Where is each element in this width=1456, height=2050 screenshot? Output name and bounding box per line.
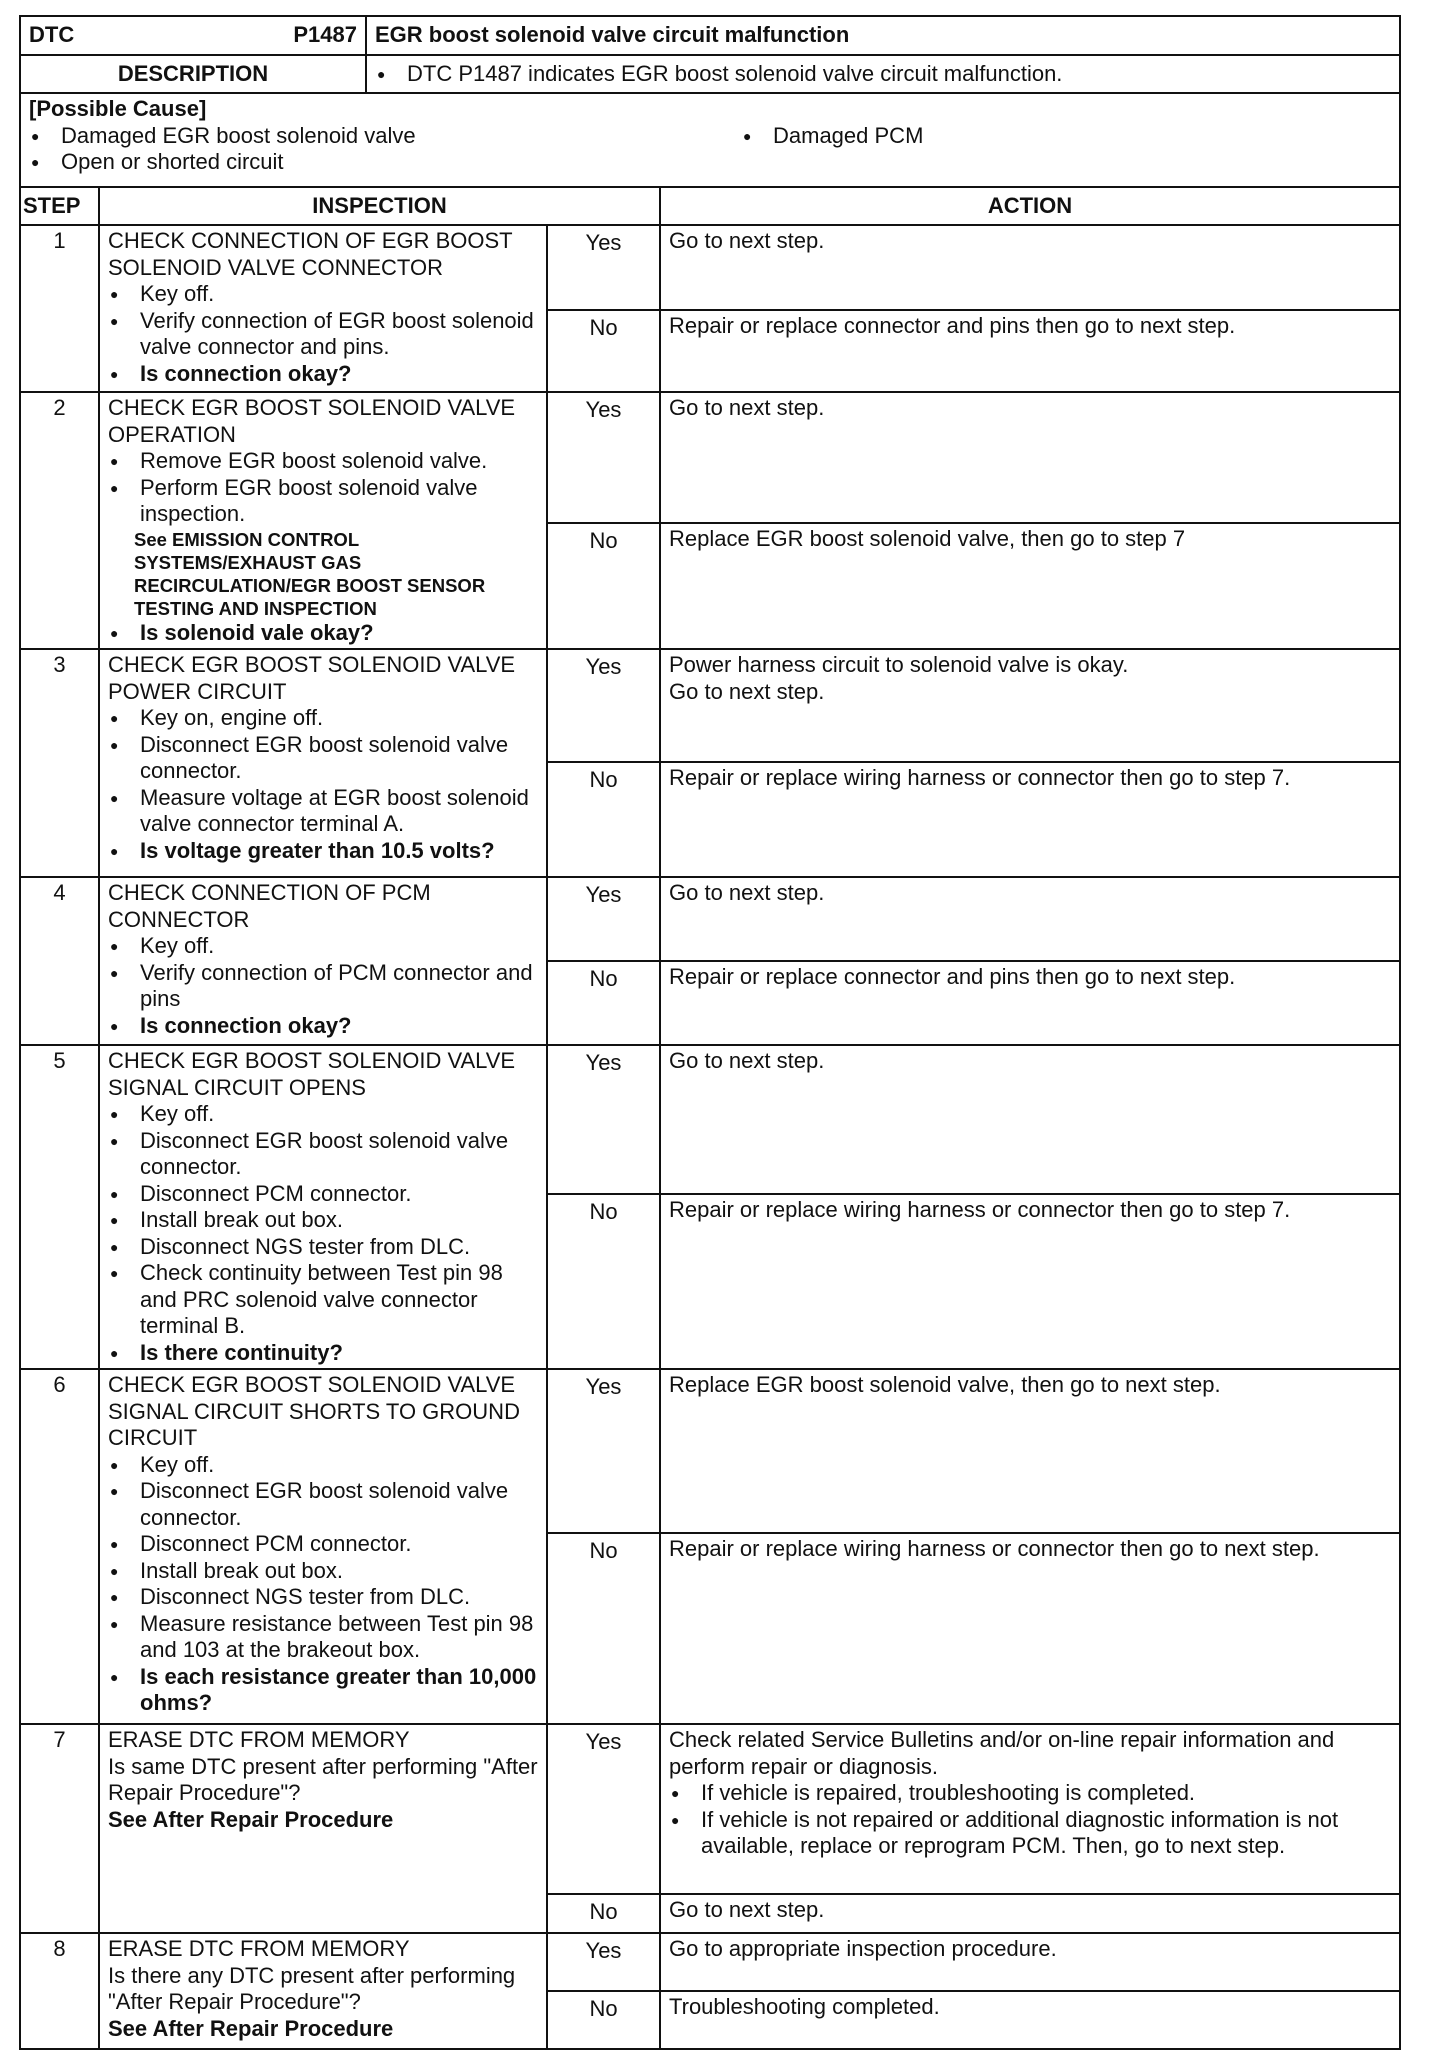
inspection-bullet: ● Verify connection of EGR boost solenoid valve connector and pins. xyxy=(108,308,538,361)
inspection-question: ● Is there continuity? xyxy=(108,1340,538,1367)
inspection-bullet: ● Key off. xyxy=(108,1452,538,1479)
step-number: 6 xyxy=(20,1369,99,1724)
yes-label: Yes xyxy=(547,392,660,523)
action-text: Troubleshooting completed. xyxy=(669,1994,940,2019)
yes-action xyxy=(660,1933,1400,1991)
action-text: Go to next step. xyxy=(669,678,825,704)
no-action xyxy=(660,961,1400,1045)
possible-cause xyxy=(20,93,1400,187)
action-text: Check related Service Bulletins and/or on-line repair information and perform repair or diagnosis. xyxy=(669,1727,1335,1779)
action-bullet: ● If vehicle is repaired, troubleshooting is completed. xyxy=(669,1780,1391,1807)
inspection-title: Is there any DTC present after performing "After Repair Procedure"? xyxy=(108,1962,516,2014)
dtc-title: EGR boost solenoid valve circuit malfunction xyxy=(366,16,1400,55)
action-text: Replace EGR boost solenoid valve, then go to step 7 xyxy=(669,526,1186,552)
inspection-title: CHECK EGR BOOST SOLENOID VALVE OPERATION xyxy=(108,395,516,447)
step-row-7 xyxy=(20,1724,1400,1894)
inspection-title: CHECK EGR BOOST SOLENOID VALVE SIGNAL CIRCUIT OPENS xyxy=(108,1048,516,1100)
inspection-title: Is same DTC present after performing "After Repair Procedure"? xyxy=(108,1753,538,1805)
inspection-bullet: ● Key off. xyxy=(108,1101,538,1128)
yes-action xyxy=(660,877,1400,961)
yes-label: Yes xyxy=(547,1724,660,1894)
yes-label: Yes xyxy=(547,1933,660,1991)
no-label: No xyxy=(547,762,660,877)
step-number: 2 xyxy=(20,392,99,649)
action-text: Repair or replace connector and pins then go to next step. xyxy=(669,964,1236,989)
no-action xyxy=(660,1194,1400,1369)
no-label: No xyxy=(547,310,660,392)
action-text: Go to next step. xyxy=(669,395,825,420)
step-row-6 xyxy=(20,1369,1400,1533)
no-action xyxy=(660,762,1400,877)
inspection-title: ERASE DTC FROM MEMORY xyxy=(108,1936,410,1961)
inspection-cell xyxy=(99,1724,547,1933)
step-number: 5 xyxy=(20,1045,99,1369)
cause-item: ● Damaged EGR boost solenoid valve xyxy=(29,123,741,150)
yes-label: Yes xyxy=(547,877,660,961)
inspection-title: CHECK CONNECTION OF PCM CONNECTOR xyxy=(108,880,431,932)
no-label: No xyxy=(547,1991,660,2049)
see-reference: See EMISSION CONTROL SYSTEMS/EXHAUST GAS RECIRCULATION/EGR BOOST SENSOR TESTING AND INSPECTION xyxy=(134,528,486,619)
see-reference: See After Repair Procedure xyxy=(108,2015,394,2041)
step-row-5 xyxy=(20,1045,1400,1194)
action-text: Repair or replace wiring harness or connector then go to step 7. xyxy=(669,1196,1291,1222)
action-bullet: ● If vehicle is not repaired or additional diagnostic information is not available, replace or reprogram PCM. Then, go to next step. xyxy=(669,1807,1391,1860)
inspection-bullet: ● Install break out box. xyxy=(108,1558,538,1585)
no-label: No xyxy=(547,961,660,1045)
action-text: Go to next step. xyxy=(669,228,825,253)
step-number: 7 xyxy=(20,1724,99,1933)
inspection-question: ● Is voltage greater than 10.5 volts? xyxy=(108,838,538,865)
inspection-cell xyxy=(99,649,547,877)
dtc-label: DTC xyxy=(29,22,75,48)
dtc-table xyxy=(19,15,1401,2050)
possible-cause-label: [Possible Cause] xyxy=(29,96,207,121)
inspection-bullet: ● Disconnect EGR boost solenoid valve connector. xyxy=(108,732,538,785)
inspection-bullet: ● Disconnect PCM connector. xyxy=(108,1181,538,1208)
step-number: 4 xyxy=(20,877,99,1045)
no-action xyxy=(660,1991,1400,2049)
inspection-question: ● Is connection okay? xyxy=(108,361,538,388)
inspection-cell xyxy=(99,392,547,649)
yes-label: Yes xyxy=(547,225,660,310)
inspection-bullet: ● Verify connection of PCM connector and pins xyxy=(108,960,538,1013)
description-text: ● DTC P1487 indicates EGR boost solenoid valve circuit malfunction. xyxy=(375,61,1391,88)
inspection-title: CHECK EGR BOOST SOLENOID VALVE SIGNAL CIRCUIT SHORTS TO GROUND CIRCUIT xyxy=(108,1372,520,1450)
yes-label: Yes xyxy=(547,1369,660,1533)
inspection-question: ● Is solenoid vale okay? xyxy=(108,620,538,647)
inspection-question: ● Is each resistance greater than 10,000 ohms? xyxy=(108,1664,538,1717)
inspection-bullet: ● Key on, engine off. xyxy=(108,705,538,732)
yes-action xyxy=(660,225,1400,310)
action-text: Go to next step. xyxy=(669,1048,825,1073)
action-text: Repair or replace connector and pins then go to next step. xyxy=(669,313,1236,338)
no-action xyxy=(660,1533,1400,1724)
yes-action xyxy=(660,1724,1400,1894)
action-text: Go to next step. xyxy=(669,880,825,905)
inspection-bullet: ● Disconnect PCM connector. xyxy=(108,1531,538,1558)
inspection-cell xyxy=(99,1933,547,2049)
action-text: Power harness circuit to solenoid valve is okay. xyxy=(669,652,1129,677)
inspection-title: ERASE DTC FROM MEMORY xyxy=(108,1727,410,1752)
no-action xyxy=(660,1894,1400,1933)
inspection-title: CHECK EGR BOOST SOLENOID VALVE POWER CIRCUIT xyxy=(108,652,516,704)
action-text: Go to next step. xyxy=(669,1897,825,1922)
inspection-bullet: ● Key off. xyxy=(108,933,538,960)
step-row-3 xyxy=(20,649,1400,762)
inspection-cell xyxy=(99,1045,547,1369)
inspection-bullet: ● Remove EGR boost solenoid valve. xyxy=(108,448,538,475)
action-text: Repair or replace wiring harness or connector then go to step 7. xyxy=(669,765,1291,790)
no-label: No xyxy=(547,1194,660,1369)
inspection-bullet: ● Measure voltage at EGR boost solenoid valve connector terminal A. xyxy=(108,785,538,838)
see-reference: See After Repair Procedure xyxy=(108,1806,394,1832)
inspection-bullet: ● Check continuity between Test pin 98 and PRC solenoid valve connector terminal B. xyxy=(108,1260,538,1340)
action-text: Repair or replace wiring harness or connector then go to next step. xyxy=(669,1536,1320,1561)
step-row-2 xyxy=(20,392,1400,523)
yes-action xyxy=(660,1369,1400,1533)
step-number: 8 xyxy=(20,1933,99,2049)
no-label: No xyxy=(547,523,660,649)
inspection-bullet: ● Install break out box. xyxy=(108,1207,538,1234)
inspection-title: CHECK CONNECTION OF EGR BOOST SOLENOID VALVE CONNECTOR xyxy=(108,228,513,280)
inspection-bullet: ● Measure resistance between Test pin 98 and 103 at the brakeout box. xyxy=(108,1611,538,1664)
inspection-bullet: ● Perform EGR boost solenoid valve inspection. xyxy=(108,475,538,528)
yes-label: Yes xyxy=(547,1045,660,1194)
yes-action xyxy=(660,1045,1400,1194)
description-cell xyxy=(366,55,1400,93)
action-text: Go to appropriate inspection procedure. xyxy=(669,1936,1057,1961)
inspection-cell xyxy=(99,877,547,1045)
col-step: STEP xyxy=(20,187,99,225)
no-label: No xyxy=(547,1894,660,1933)
step-row-1 xyxy=(20,225,1400,310)
yes-action xyxy=(660,392,1400,523)
step-number: 1 xyxy=(20,225,99,392)
inspection-bullet: ● Disconnect NGS tester from DLC. xyxy=(108,1584,538,1611)
cause-item: ● Open or shorted circuit xyxy=(29,149,741,176)
no-label: No xyxy=(547,1533,660,1724)
dtc-code: P1487 xyxy=(293,22,357,48)
inspection-bullet: ● Key off. xyxy=(108,281,538,308)
action-text: Replace EGR boost solenoid valve, then go to next step. xyxy=(669,1372,1221,1397)
yes-label: Yes xyxy=(547,649,660,762)
no-action xyxy=(660,310,1400,392)
inspection-bullet: ● Disconnect NGS tester from DLC. xyxy=(108,1234,538,1261)
yes-action xyxy=(660,649,1400,762)
step-number: 3 xyxy=(20,649,99,877)
step-row-4 xyxy=(20,877,1400,961)
inspection-bullet: ● Disconnect EGR boost solenoid valve connector. xyxy=(108,1128,538,1181)
step-row-8 xyxy=(20,1933,1400,1991)
cause-item: ● Damaged PCM xyxy=(741,123,923,150)
inspection-bullet: ● Disconnect EGR boost solenoid valve connector. xyxy=(108,1478,538,1531)
description-label: DESCRIPTION xyxy=(20,55,366,93)
col-action: ACTION xyxy=(660,187,1400,225)
inspection-cell xyxy=(99,1369,547,1724)
col-inspection: INSPECTION xyxy=(99,187,660,225)
inspection-cell xyxy=(99,225,547,392)
dtc-cell xyxy=(20,16,366,55)
no-action xyxy=(660,523,1400,649)
inspection-question: ● Is connection okay? xyxy=(108,1013,538,1040)
